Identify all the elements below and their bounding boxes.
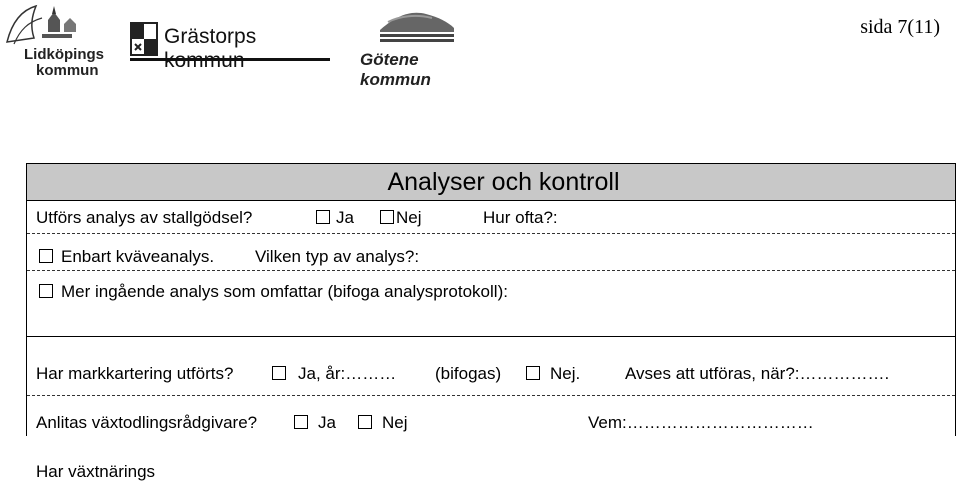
markkartering-no-label: Nej.: [550, 364, 581, 383]
ingaende-checkbox[interactable]: [39, 284, 53, 298]
lidkoping-name-line1: Lidköpings: [24, 46, 104, 63]
markkartering-planned-label: Avses att utföras, när?:…………….: [625, 364, 890, 383]
markkartering-no-checkbox[interactable]: [526, 366, 540, 380]
stallgodsel-row: [27, 208, 955, 232]
kvave-type-question: Vilken typ av analys?:: [255, 247, 420, 266]
markkartering-yes-option[interactable]: [272, 364, 396, 384]
radgivare-row: [27, 413, 955, 437]
stallgodsel-yes-option[interactable]: [316, 208, 354, 228]
page-number: sida 7(11): [860, 16, 940, 38]
radgivare-no-label: Nej: [382, 413, 408, 432]
analysis-form: [26, 163, 956, 484]
kvave-option[interactable]: [39, 247, 214, 267]
grastorp-logo: [130, 22, 335, 62]
ingaende-row: [27, 282, 955, 306]
stallgodsel-no-checkbox[interactable]: [380, 210, 394, 224]
markkartering-no-option[interactable]: [526, 364, 580, 384]
radgivare-who-label: Vem:……………………………: [588, 413, 814, 432]
radgivare-no-option[interactable]: [358, 413, 408, 433]
vaxtnaring-row: [27, 462, 955, 484]
kvave-row: [27, 247, 955, 271]
markkartering-yes-checkbox[interactable]: [272, 366, 286, 380]
stallgodsel-yes-label: Ja: [336, 208, 354, 227]
lidkoping-logo: [2, 2, 104, 80]
kvave-label: Enbart kväveanalys.: [61, 247, 215, 266]
markkartering-yes-label: Ja, år:………: [298, 364, 397, 383]
lidkoping-name-line2: kommun: [36, 62, 99, 79]
markkartering-row: [27, 364, 955, 388]
stallgodsel-yes-checkbox[interactable]: [316, 210, 330, 224]
stallgodsel-no-option[interactable]: [380, 208, 422, 228]
stallgodsel-no-label: Nej: [396, 208, 422, 227]
section-title: Analyser och kontroll: [387, 168, 620, 196]
radgivare-question: Anlitas växtodlingsrådgivare?: [36, 413, 258, 432]
kvave-checkbox[interactable]: [39, 249, 53, 263]
grastorp-name: Grästorps: [164, 25, 257, 48]
ingaende-label: Mer ingående analys som omfattar (bifoga analysprotokoll):: [61, 282, 508, 301]
gotene-logo: [360, 8, 478, 89]
vaxtnaring-question: Har växtnärings: [36, 462, 156, 481]
markkartering-attach-label: (bifogas): [435, 364, 502, 383]
stallgodsel-question: Utförs analys av stallgödsel?: [36, 208, 253, 227]
radgivare-no-checkbox[interactable]: [358, 415, 372, 429]
section-title-bar: [27, 164, 955, 200]
radgivare-yes-checkbox[interactable]: [294, 415, 308, 429]
radgivare-yes-option[interactable]: [294, 413, 336, 433]
lidkoping-emblem-icon: [2, 2, 92, 48]
markkartering-question: Har markkartering utförts?: [36, 364, 234, 383]
gotene-emblem-icon: [378, 8, 456, 44]
ingaende-option[interactable]: [39, 282, 508, 302]
grastorp-emblem-icon: [130, 22, 158, 56]
radgivare-yes-label: Ja: [318, 413, 336, 432]
stallgodsel-frequency-label: Hur ofta?:: [483, 208, 558, 227]
gotene-name: Götene kommun: [360, 50, 431, 89]
